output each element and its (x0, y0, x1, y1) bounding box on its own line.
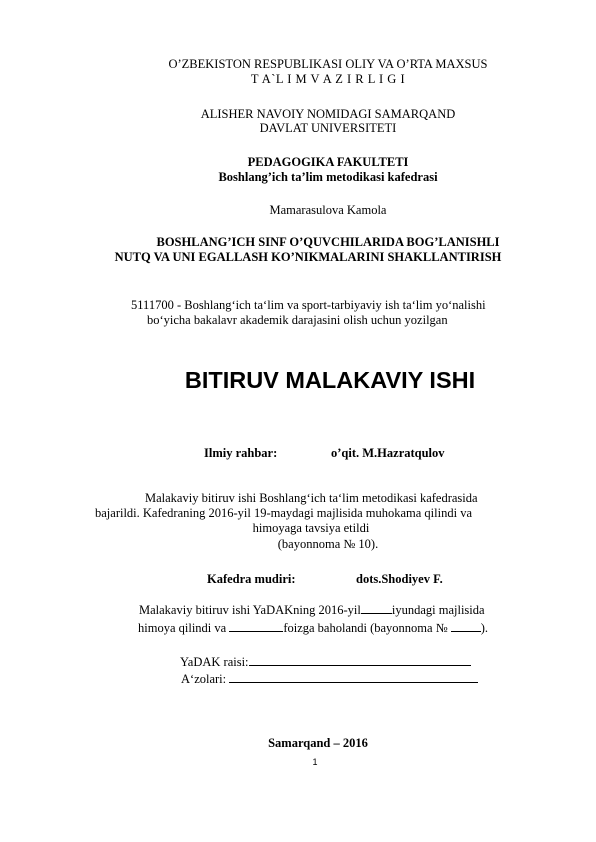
topic-line-1: BOSHLANG’ICH SINF O’QUVCHILARIDA BOG’LANISHLI (156, 235, 500, 249)
chair-signature-line (249, 655, 471, 666)
author-name: Mamarasulova Kamola (269, 203, 387, 217)
topic-line-2: NUTQ VA UNI EGALLASH KO’NIKMALARINI SHAKLLANTIRISH (114, 250, 502, 264)
approval-line-2: bajarildi. Kafedraning 2016-yil 19-maydagi majlisida muhokama qilindi va (95, 506, 472, 520)
university-line-2: DAVLAT UNIVERSITETI (259, 121, 397, 135)
commission-chair-label: YaDAK raisi: (180, 655, 249, 669)
defense-text-4: foizga baholandi (bayonnoma № (283, 621, 451, 635)
university-line-1: ALISHER NAVOIY NOMIDAGI SAMARQAND (200, 107, 456, 121)
page-number: 1 (312, 757, 318, 767)
defense-text-1: Malakaviy bitiruv ishi YaDAKning 2016-yil (139, 603, 361, 617)
defense-text-2: iyundagi majlisida (391, 603, 485, 617)
ministry-line-2: T A`L I M V A Z I R L I G I (250, 72, 406, 86)
commission-members (181, 672, 478, 686)
defense-text-5: ). (480, 621, 489, 635)
place-year: Samarqand – 2016 (268, 736, 368, 750)
defense-line-1 (139, 603, 485, 617)
approval-line-4: (bayonnoma № 10). (277, 537, 379, 551)
specialty-line-1: 5111700 - Boshlang‘ich ta‘lim va sport-tarbiyaviy ish ta‘lim yo‘nalishi (131, 298, 486, 312)
approval-line-3: himoyaga tavsiya etildi (252, 521, 370, 535)
members-signature-line (229, 672, 478, 683)
defense-text-3: himoya qilindi va (138, 621, 230, 635)
protocol-blank-line (451, 621, 481, 632)
supervisor-name: o’qit. M.Hazratqulov (331, 446, 445, 460)
department-name: Boshlang’ich ta’lim metodikasi kafedrasi (218, 170, 438, 184)
supervisor-label: Ilmiy rahbar: (204, 446, 278, 460)
day-blank-line (361, 603, 392, 614)
grade-blank-line (229, 621, 283, 632)
ministry-line-1: O’ZBEKISTON RESPUBLIKASI OLIY VA O’RTA MAXSUS (168, 57, 488, 71)
defense-line-2 (138, 621, 488, 635)
approval-line-1: Malakaviy bitiruv ishi Boshlang‘ich ta‘lim metodikasi kafedrasida (145, 491, 478, 505)
commission-chair (180, 655, 471, 669)
head-of-department-name: dots.Shodiyev F. (356, 572, 443, 586)
commission-members-label: A‘zolari: (181, 672, 230, 686)
head-of-department-label: Kafedra mudiri: (207, 572, 296, 586)
document-title: BITIRUV MALAKAVIY ISHI (184, 367, 476, 393)
faculty-name: PEDAGOGIKA FAKULTETI (247, 155, 409, 169)
specialty-line-2: bo‘yicha bakalavr akademik darajasini olish uchun yozilgan (147, 313, 448, 327)
